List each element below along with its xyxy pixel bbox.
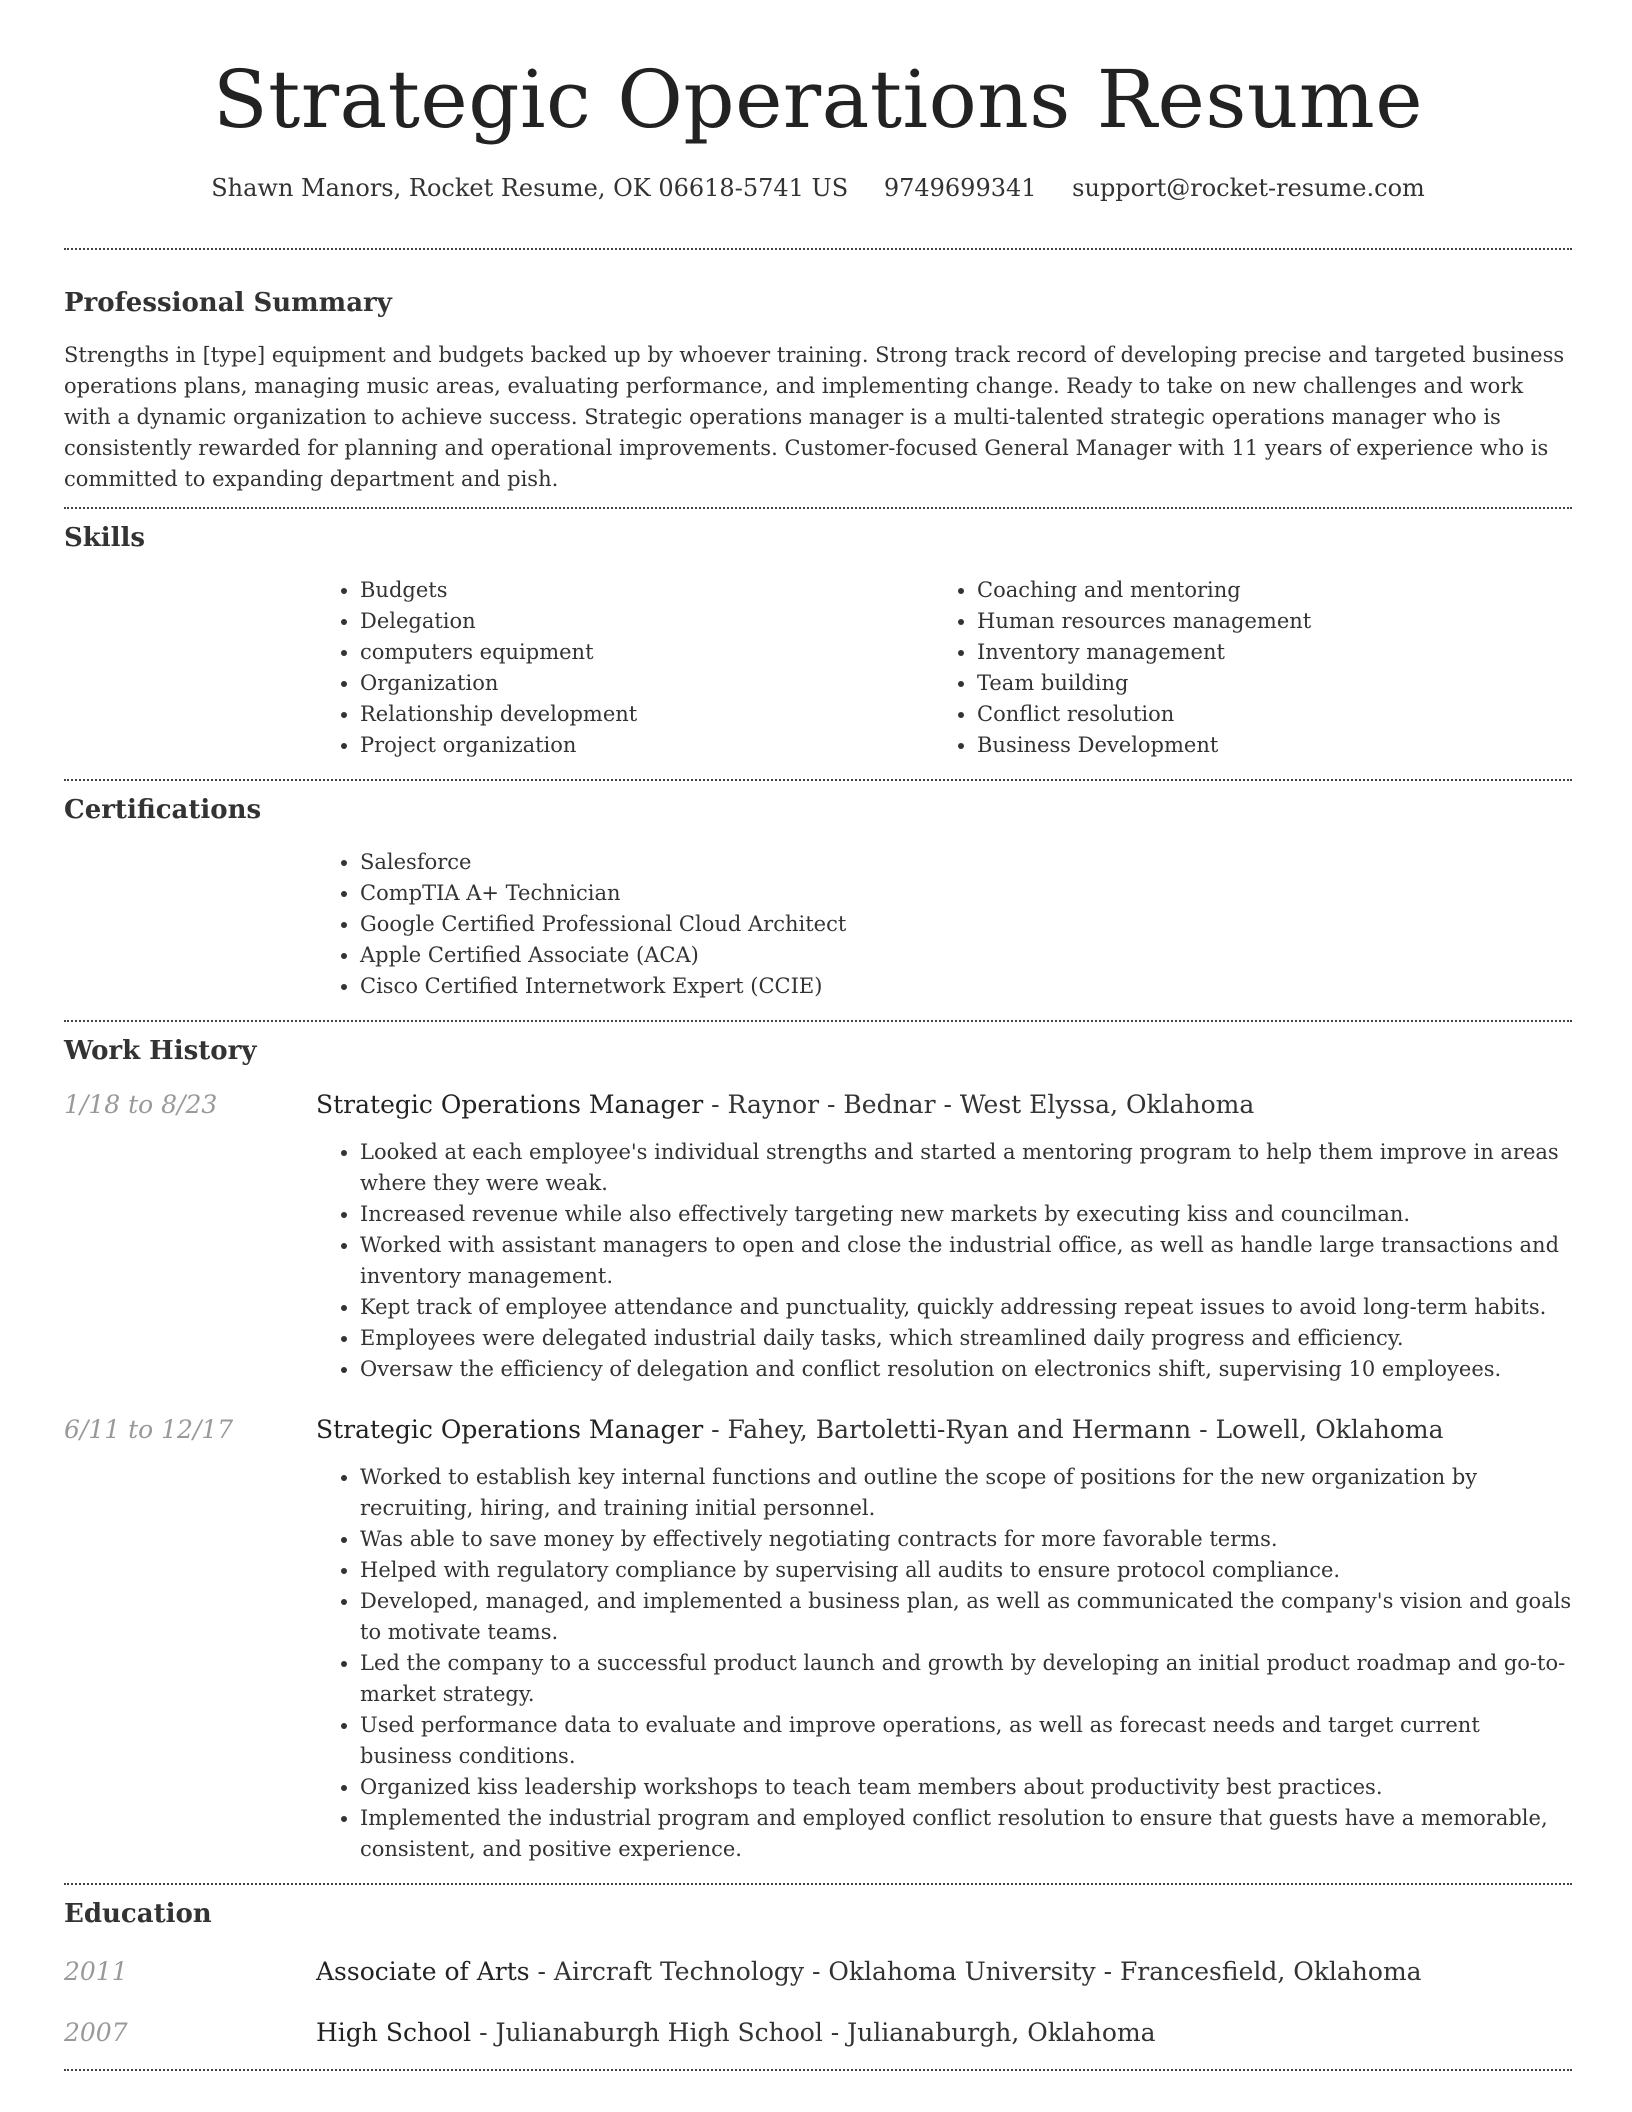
job-bullet: • Worked with assistant managers to open and close the industrial office, as well as handle large transactions and inventory management. [360,1230,1572,1292]
summary-section [64,286,1572,495]
email-link[interactable]: support@rocket-resume.com [1072,174,1425,202]
divider [64,779,1572,781]
skill-item: • Conflict resolution [977,699,1550,730]
education-detail: - Julianaburgh High School - Julianaburgh, Oklahoma [471,2018,1156,2047]
section-title: Education [64,1899,212,1929]
certifications-list [316,847,1572,1002]
job-bullet: • Was able to save money by effectively negotiating contracts for more favorable terms. [360,1524,1572,1555]
certification-item: • Cisco Certified Internetwork Expert (CCIE) [360,971,1572,1002]
education-year: 2011 [64,1957,128,1986]
skills-section [64,521,1572,761]
skills-columns [316,575,1572,761]
skill-item: • Business Development [977,730,1550,761]
job-title [316,1090,1254,1119]
education-title [316,1957,1422,1986]
job-dates: 6/11 to 12/17 [64,1415,234,1444]
contact-line [64,172,1572,204]
job-role: Strategic Operations Manager [316,1090,704,1119]
section-title: Skills [64,523,146,553]
certification-item: • CompTIA A+ Technician [360,878,1572,909]
job-bullets [316,1462,1572,1865]
job-bullet: • Used performance data to evaluate and improve operations, as well as forecast needs and target current business conditions. [360,1710,1572,1772]
skill-item: • Delegation [360,606,933,637]
job-role: Strategic Operations Manager [316,1415,704,1444]
skill-item: • Organization [360,668,933,699]
education-entry [64,2018,1572,2047]
job-bullet: • Employees were delegated industrial daily tasks, which streamlined daily progress and efficiency. [360,1323,1572,1354]
job-bullet: • Helped with regulatory compliance by supervising all audits to ensure protocol compliance. [360,1555,1572,1586]
divider [64,1883,1572,1885]
skill-item: • Coaching and mentoring [977,575,1550,606]
work-section [64,1034,1572,1865]
certification-item: • Apple Certified Associate (ACA) [360,940,1572,971]
education-title [316,2018,1156,2047]
skill-item: • computers equipment [360,637,933,668]
job-bullet: • Increased revenue while also effectively targeting new markets by executing kiss and councilman. [360,1199,1572,1230]
skill-item: • Project organization [360,730,933,761]
job-bullets [316,1137,1572,1385]
skill-item: • Human resources management [977,606,1550,637]
job-bullet: • Organized kiss leadership workshops to teach team members about productivity best practices. [360,1772,1572,1803]
job-header [64,1090,1572,1119]
job-company: - Raynor - Bednar - West Elyssa, Oklahoma [703,1090,1255,1119]
section-title: Professional Summary [64,288,392,318]
education-year: 2007 [64,2018,128,2047]
job-entry [64,1415,1572,1865]
skills-list-left [316,575,933,761]
job-entry [64,1090,1572,1385]
education-section [64,1897,1572,2047]
resume-title: Strategic Operations Resume [212,53,1424,146]
skill-item: • Inventory management [977,637,1550,668]
divider [64,2069,1572,2071]
divider [64,248,1572,250]
divider [64,507,1572,509]
resume-page [64,0,1572,2071]
job-dates: 1/18 to 8/23 [64,1090,218,1119]
job-bullet: • Looked at each employee's individual strengths and started a mentoring program to help them improve in areas where they were weak. [360,1137,1572,1199]
certification-item: • Google Certified Professional Cloud Architect [360,909,1572,940]
job-company: - Fahey, Bartoletti-Ryan and Hermann - Lowell, Oklahoma [703,1415,1444,1444]
education-degree: High School [316,2018,472,2047]
job-bullet: • Kept track of employee attendance and punctuality, quickly addressing repeat issues to avoid long-term habits. [360,1292,1572,1323]
section-title: Work History [64,1036,257,1066]
skill-item: • Relationship development [360,699,933,730]
address-text: Shawn Manors, Rocket Resume, OK 06618-5741 US [211,174,849,202]
phone-text: 9749699341 [883,174,1037,202]
job-header [64,1415,1572,1444]
job-title [316,1415,1444,1444]
education-degree: Associate of Arts [316,1957,530,1986]
job-bullet: • Led the company to a successful product launch and growth by developing an initial product roadmap and go-to-market strategy. [360,1648,1572,1710]
certifications-section [64,793,1572,1002]
education-entry [64,1957,1572,1986]
section-title: Certifications [64,795,262,825]
job-bullet: • Implemented the industrial program and employed conflict resolution to ensure that guests have a memorable, consistent, and positive experience. [360,1803,1572,1865]
skill-item: • Team building [977,668,1550,699]
job-bullet: • Developed, managed, and implemented a business plan, as well as communicated the company's vision and goals to motivate teams. [360,1586,1572,1648]
certification-item: • Salesforce [360,847,1572,878]
job-bullet: • Worked to establish key internal functions and outline the scope of positions for the new organization by recruiting, hiring, and training initial personnel. [360,1462,1572,1524]
skills-list-right [933,575,1550,761]
job-bullet: • Oversaw the efficiency of delegation and conflict resolution on electronics shift, supervising 10 employees. [360,1354,1572,1385]
divider [64,1020,1572,1022]
education-detail: - Aircraft Technology - Oklahoma University - Francesfield, Oklahoma [529,1957,1422,1986]
summary-text: Strengths in [type] equipment and budgets backed up by whoever training. Strong track record of developing precise and targeted business operations plans, managing music areas, evaluating performance, and implementing change. Ready to take on new challenges and work with a dynamic organization to achieve success. Strategic operations manager is a multi-talented strategic operations manager who is consistently rewarded for planning and operational improvements. Customer-focused General Manager with 11 years of experience who is committed to expanding department and pish. [64,343,1565,491]
skill-item: • Budgets [360,575,933,606]
